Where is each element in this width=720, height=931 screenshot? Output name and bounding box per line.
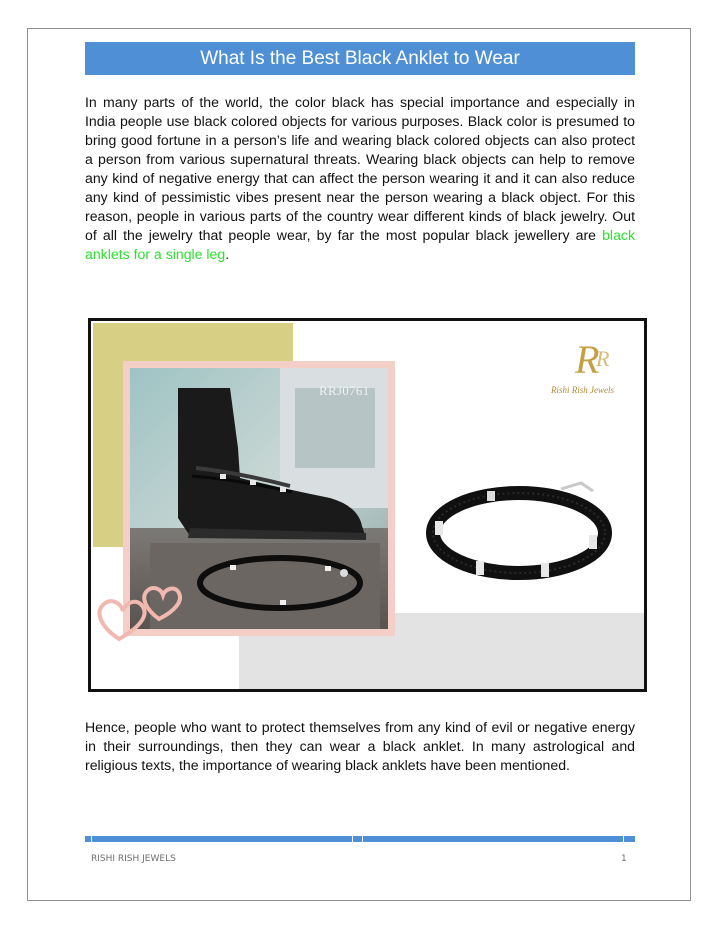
product-code-watermark: RRJ0761	[319, 383, 370, 398]
heart-icon	[91, 579, 201, 679]
bracelet-photo	[421, 451, 631, 591]
footer-rule	[85, 836, 635, 842]
svg-text:R: R	[575, 337, 600, 382]
footer-rule-tick	[352, 836, 353, 842]
product-figure	[88, 318, 647, 692]
decorative-hearts	[91, 579, 201, 679]
intro-paragraph	[85, 93, 635, 264]
black-bracelet-illustration	[421, 451, 631, 591]
footer-rule-tick	[362, 836, 363, 842]
intro-text: In many parts of the world, the color black has special importance and especially in India people use black colored objects for various purposes. Black color is presumed to bring good fortune in a person’s life and wearing black colored objects can also protect a person from various supernatural threats. Wearing black objects can help to remove any kind of negative energy that can affect the person wearing it and it can also reduce any kind of pessimistic vibes present near the person wearing a black object. For this reason, people in various parts of the country wear different kinds of black jewelry. Out of all the jewelry that people wear, by far the most popular black jewellery are	[85, 94, 635, 243]
brand-logo	[551, 331, 641, 401]
page-title: What Is the Best Black Anklet to Wear	[85, 42, 635, 75]
footer-rule-tick	[91, 836, 92, 842]
black-anklets-link[interactable]: black anklets for a single leg	[85, 227, 635, 262]
closing-paragraph: Hence, people who want to protect themselves from any kind of evil or negative energy in their surroundings, then they can wear a black anklet. In many astrological and religious texts, the importance of wearing black anklets have been mentioned.	[85, 719, 635, 773]
intro-tail: .	[225, 246, 230, 262]
footer-company: RISHI RISH JEWELS	[91, 854, 176, 864]
svg-text:R: R	[596, 346, 610, 371]
footer-rule-tick	[623, 836, 624, 842]
rishi-rish-logo	[551, 331, 641, 401]
svg-text:Rishi Rish Jewels: Rishi Rish Jewels	[551, 385, 614, 395]
footer-page-number: 1	[621, 854, 627, 864]
